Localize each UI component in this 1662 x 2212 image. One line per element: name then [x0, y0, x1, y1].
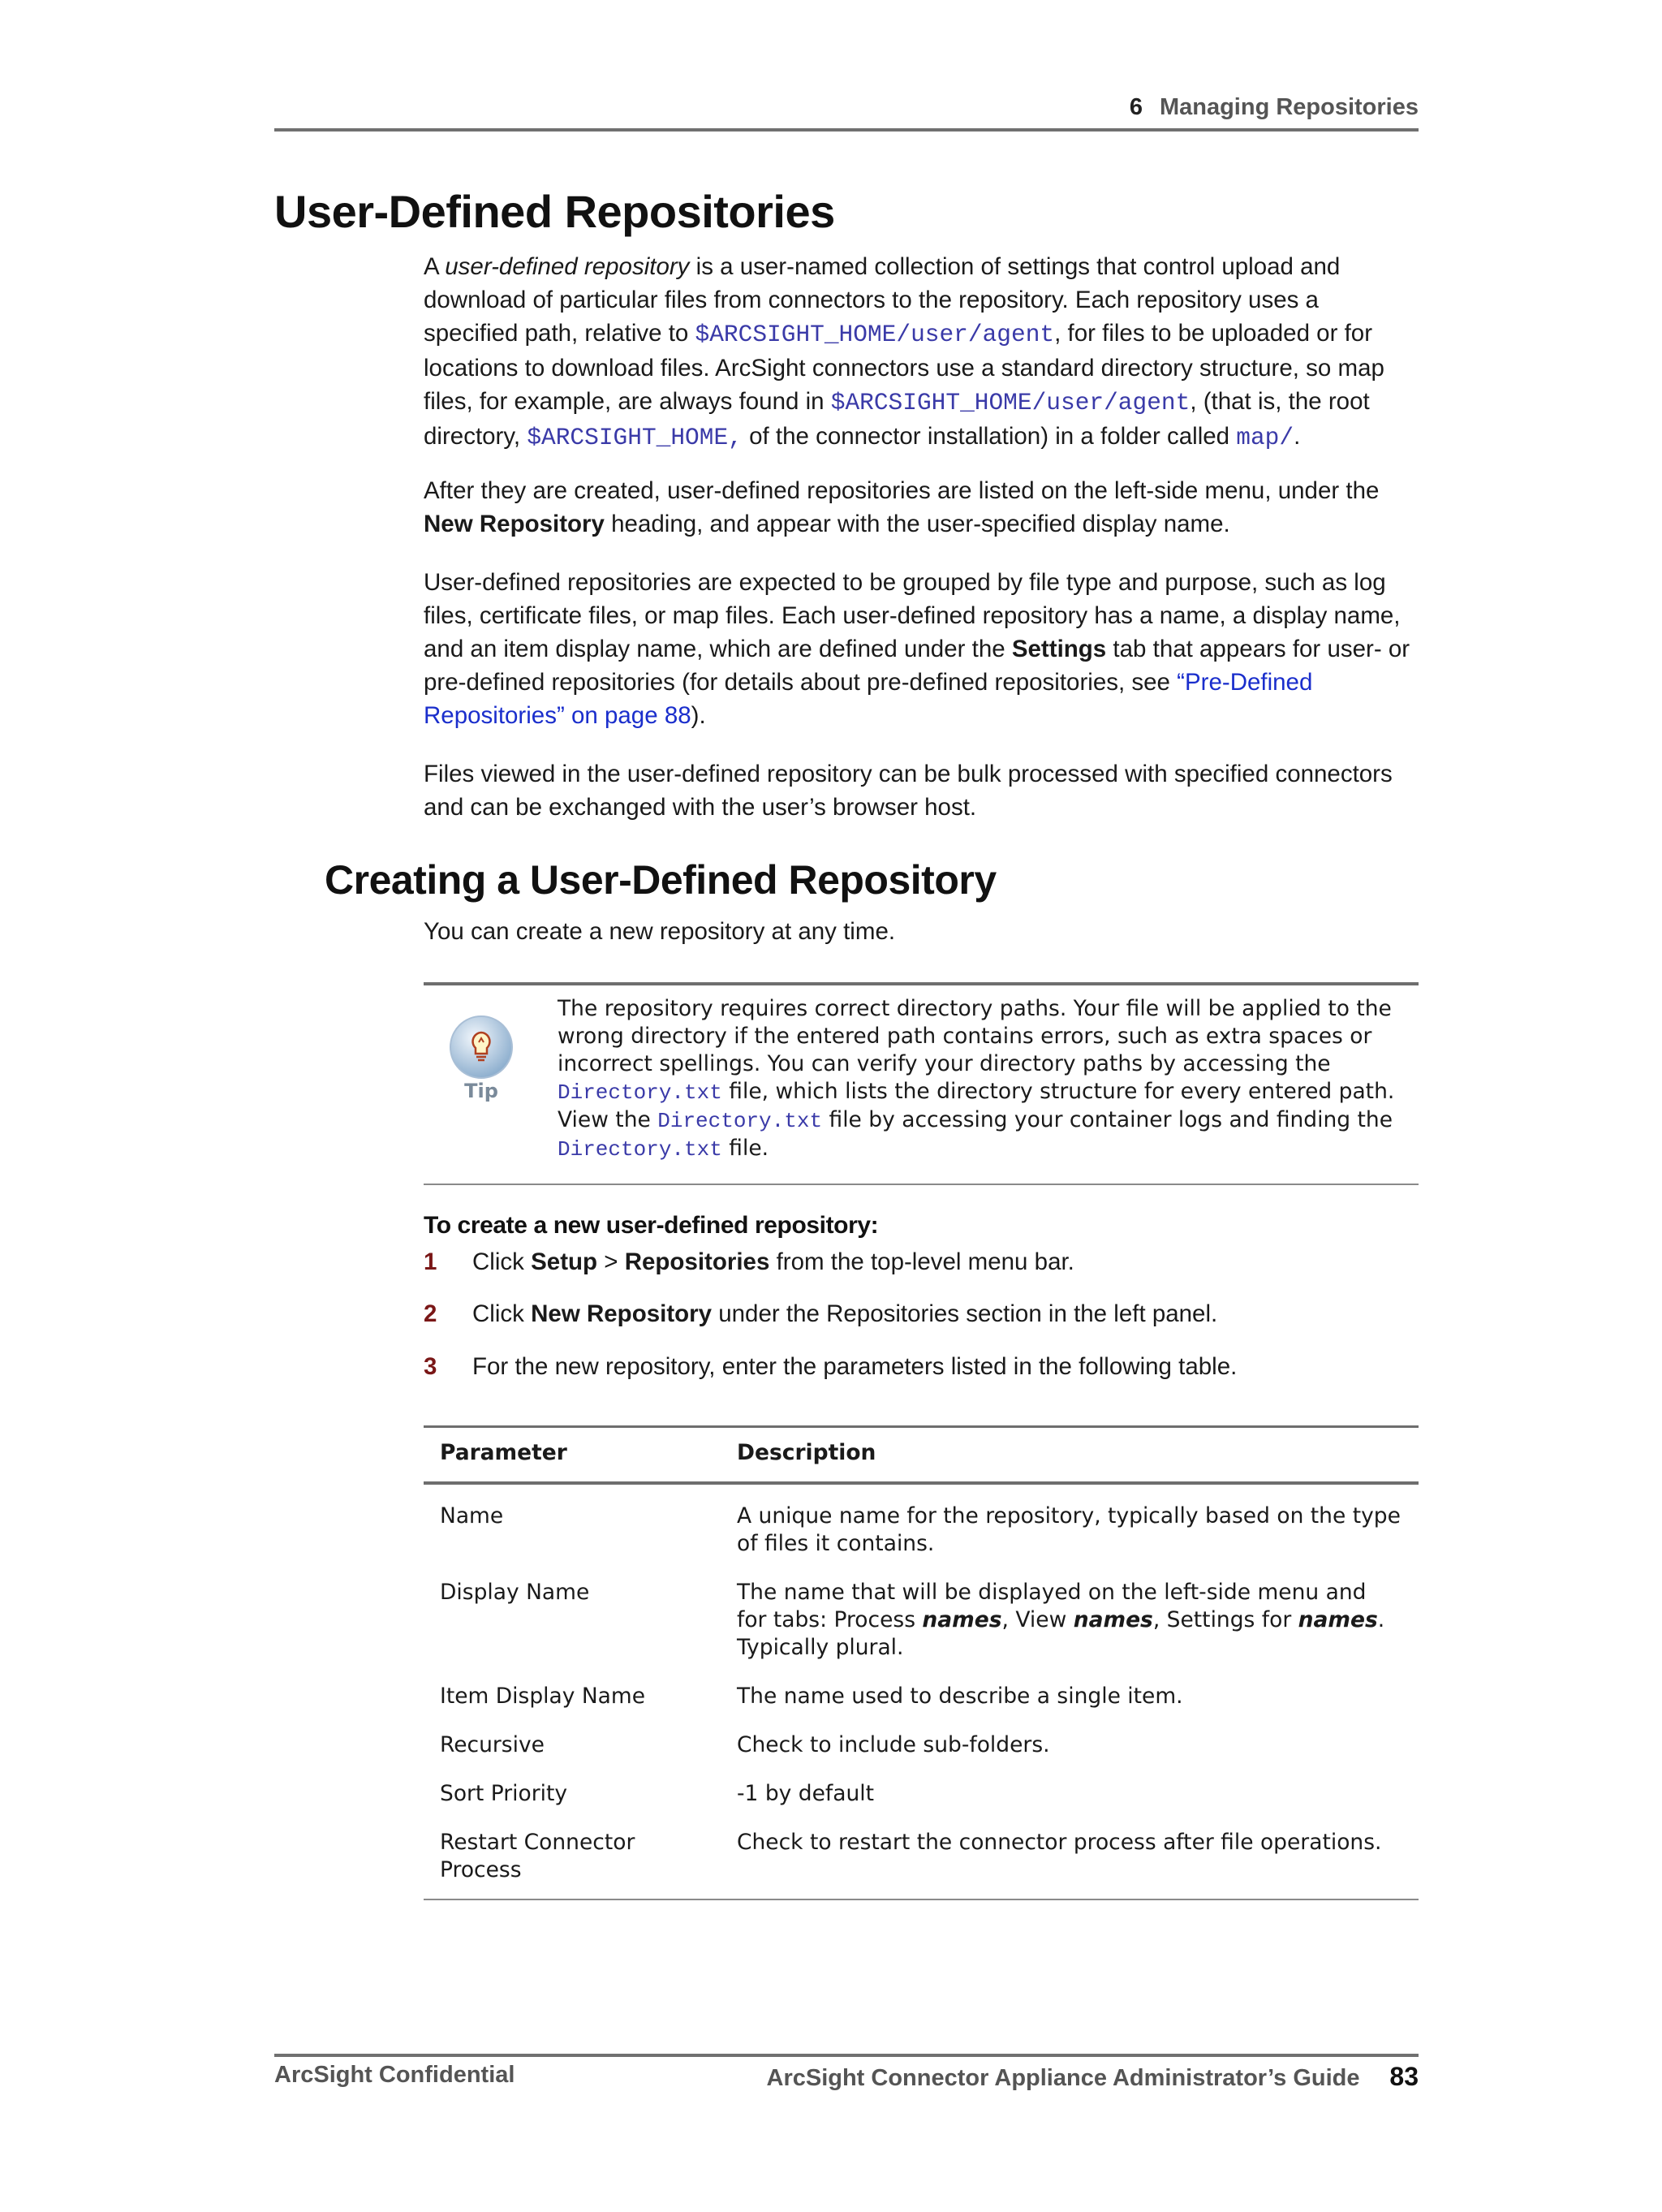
- table-row: [424, 1569, 1419, 1673]
- procedure-title: To create a new user-defined repository:: [424, 1212, 879, 1239]
- new-repository-term: New Repository: [424, 511, 605, 537]
- settings-term: Settings: [1011, 636, 1107, 662]
- param-cell: Item Display Name: [440, 1684, 646, 1709]
- desc-cell: -1 by default: [737, 1781, 875, 1806]
- chapter-title: Managing Repositories: [1159, 94, 1419, 120]
- cross-reference-link[interactable]: “Pre-Defined Repositories” on page 88: [424, 669, 1313, 729]
- param-cell: Display Name: [440, 1580, 590, 1605]
- desc-cell: Check to restart the connector process after file operations.: [737, 1830, 1382, 1855]
- table-row: [424, 1819, 1419, 1899]
- step-2: 2 Click New Repository under the Repositories section in the left panel.: [424, 1297, 1419, 1330]
- table-header-row: [424, 1427, 1419, 1484]
- tip-text: The repository requires correct directory paths. Your file will be applied to the wrong directory if the entered path contains errors, such as extra spaces or incorrect spellings. You can verify your directory paths by accessing the Directory.txt file, which lists the directory structure for every entered path. View the Directory.txt file by accessing your container logs and finding the Directory.txt file.: [558, 996, 1395, 1162]
- param-cell: Recursive: [440, 1732, 545, 1757]
- step-3: 3 For the new repository, enter the parameters listed in the following table.: [424, 1350, 1419, 1383]
- param-cell: Restart Connector Process: [440, 1830, 635, 1882]
- desc-cell: A unique name for the repository, typically based on the type of files it contains.: [737, 1503, 1401, 1556]
- footer-confidential: ArcSight Confidential: [274, 2062, 515, 2088]
- new-repository-term: New Repository: [531, 1300, 713, 1327]
- path-code: map/: [1236, 424, 1294, 451]
- step-1: 1 Click Setup > Repositories from the top-level menu bar.: [424, 1245, 1419, 1278]
- step-number: 2: [424, 1300, 437, 1327]
- term-user-defined-repository: user-defined repository: [445, 253, 690, 280]
- lightbulb-icon: [446, 1015, 516, 1104]
- menu-repositories: Repositories: [624, 1248, 770, 1275]
- table-row: [424, 1483, 1419, 1569]
- table-row: [424, 1673, 1419, 1722]
- footer-guide-title: ArcSight Connector Appliance Administrator’s Guide: [766, 2065, 1360, 2091]
- filename-code: Directory.txt: [558, 1080, 722, 1105]
- intro-paragraph-4: Files viewed in the user-defined repository can be bulk processed with specified connectors and can be exchanged with the user’s browser host.: [424, 761, 1393, 821]
- filename-code: Directory.txt: [657, 1109, 823, 1133]
- intro-paragraph-1: A user-defined repository is a user-named collection of settings that control upload and download of particular files from connectors to the repository. Each repository uses a specified path, relative to $ARCSIGHT_HOME/user/agent, for files to be uploaded or for locations to download files. ArcSight connectors use a standard directory structure, so map files, for example, are always found in $ARCSIGHT_HOME/user/agent, (that is, the root directory, $ARCSIGHT_HOME, of the connector installation) in a folder called map/.: [424, 253, 1384, 451]
- step-number: 3: [424, 1353, 437, 1380]
- table-row: [424, 1722, 1419, 1770]
- header-divider: [274, 128, 1419, 132]
- desc-cell: The name that will be displayed on the left-side menu and for tabs: Process names, View names, Settings for names. Typically plural.: [737, 1580, 1385, 1660]
- section-title: Creating a User-Defined Repository: [325, 857, 997, 903]
- path-code: $ARCSIGHT_HOME/user/agent: [830, 389, 1191, 416]
- running-header: [274, 89, 1419, 130]
- filename-code: Directory.txt: [558, 1137, 722, 1162]
- tip-box: [424, 982, 1419, 1185]
- column-header: Parameter: [440, 1440, 567, 1465]
- column-header: Description: [737, 1440, 876, 1465]
- footer-divider: [274, 2054, 1419, 2057]
- intro-paragraph-2: After they are created, user-defined repositories are listed on the left-side menu, under the New Repository heading, and appear with the user-specified display name.: [424, 477, 1380, 537]
- parameter-table: [424, 1425, 1419, 1900]
- section-intro: You can create a new repository at any time.: [424, 918, 896, 945]
- path-code: $ARCSIGHT_HOME/user/agent: [695, 321, 1055, 348]
- chapter-number: 6: [1129, 94, 1143, 120]
- step-number: 1: [424, 1248, 437, 1275]
- intro-paragraph-3: User-defined repositories are expected to be grouped by file type and purpose, such as log files, certificate files, or map files. Each user-defined repository has a name, a display name, and an item display name, which are defined under the Settings tab that appears for user- or pre-defined repositories (for details about pre-defined repositories, see “Pre-Defined Repositories” on page 88).: [424, 569, 1410, 729]
- footer-right: [445, 2062, 1419, 2092]
- desc-cell: The name used to describe a single item.: [737, 1684, 1183, 1709]
- param-cell: Sort Priority: [440, 1781, 568, 1806]
- table-row: [424, 1770, 1419, 1819]
- svg-text:Tip: Tip: [464, 1080, 498, 1102]
- page-number: 83: [1389, 2062, 1419, 2091]
- path-code: $ARCSIGHT_HOME,: [527, 424, 743, 451]
- menu-setup: Setup: [531, 1248, 598, 1275]
- desc-cell: Check to include sub-folders.: [737, 1732, 1050, 1757]
- page-title: User-Defined Repositories: [274, 186, 835, 237]
- param-cell: Name: [440, 1503, 504, 1529]
